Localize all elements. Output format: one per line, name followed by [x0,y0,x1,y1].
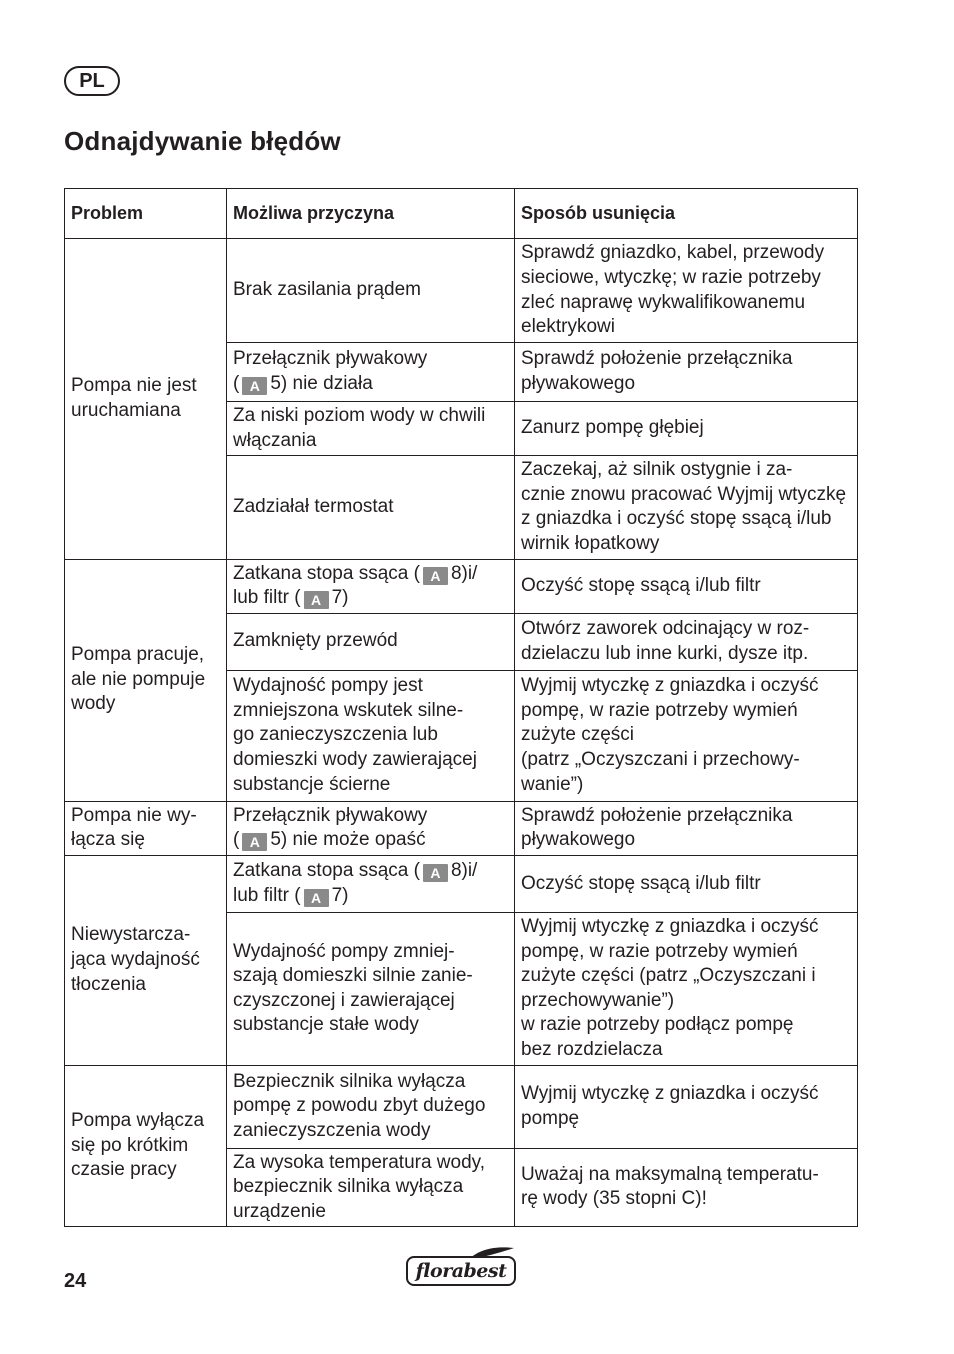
cause-cell: Wydajność pompy zmniej- szają domieszki silnie zanie- czyszczonej i zawierającej substancje stałe wody [227,912,515,1065]
table-row [65,855,858,912]
cell-text: 8)i/ lub filtr ( [233,562,478,609]
cause-cell [227,801,515,855]
remedy-cell: Wyjmij wtyczkę z gniazdka i oczyść pompę, w razie potrzeby wymień zużyte części (patrz „Oczyszczani i przechowywanie”) w razie potrzeby podłącz pompę bez rozdzielacza [515,912,858,1065]
cell-text: 5) nie może opaść [270,829,426,851]
language-badge: PL [64,66,120,96]
cause-cell [227,855,515,912]
cause-cell: Wydajność pompy jest zmniejszona wskutek silne- go zanieczyszczenia lub domieszki wody zawierającej substancje ścierne [227,670,515,801]
cause-cell: Bezpiecznik silnika wyłącza pompę z powodu zbyt dużego zanieczyszczenia wody [227,1065,515,1148]
figure-ref-badge: A [423,567,448,585]
table-row [65,239,858,343]
remedy-cell: Sprawdź gniazdko, kabel, przewody sieciowe, wtyczkę; w razie potrzeby zleć naprawę wykwalifikowanemu elektrykowi [515,239,858,343]
remedy-cell: Otwórz zaworek odcinający w roz- dzielaczu lub inne kurki, dysze itp. [515,613,858,670]
table-row [65,1065,858,1148]
column-header-problem: Problem [65,189,227,239]
cause-cell [227,559,515,613]
cell-text: Przełącznik pływakowy ( [233,804,428,851]
figure-ref-badge: A [304,591,329,609]
remedy-cell: Oczyść stopę ssącą i/lub filtr [515,559,858,613]
cause-cell: Brak zasilania prądem [227,239,515,343]
table-body [65,239,858,1227]
column-header-remedy: Sposób usunięcia [515,189,858,239]
cause-cell: Za niski poziom wody w chwili włączania [227,402,515,456]
cell-text: 7) [331,587,349,609]
table-row [65,559,858,613]
florabest-logo [406,1246,518,1288]
remedy-cell: Oczyść stopę ssącą i/lub filtr [515,855,858,912]
remedy-cell: Sprawdź położenie przełącznika pływakowego [515,343,858,402]
cause-cell: Zadziałał termostat [227,456,515,559]
cell-text: 5) nie działa [270,373,373,394]
logo-text: florabest [415,1260,507,1282]
figure-ref-badge: A [423,864,448,882]
problem-cell: Niewystarcza- jąca wydajność tłoczenia [65,855,227,1065]
cause-cell: Zamknięty przewód [227,613,515,670]
page-number: 24 [64,1270,87,1292]
table-row [65,801,858,855]
cause-cell [227,343,515,402]
remedy-cell: Zanurz pompę głębiej [515,402,858,456]
problem-cell: Pompa nie wy- łącza się [65,801,227,855]
cell-text: Przełącznik pływakowy ( [233,348,428,394]
cell-text: 7) [331,884,349,906]
cell-text: Zatkana stopa ssąca ( [233,860,420,882]
problem-cell: Pompa nie jest uruchamiana [65,239,227,560]
problem-cell: Pompa wyłącza się po krótkim czasie pracy [65,1065,227,1227]
remedy-cell: Wyjmij wtyczkę z gniazdka i oczyść pompę, w razie potrzeby wymień zużyte części (patrz „Oczyszczani i przechowy- wanie”) [515,670,858,801]
remedy-cell: Wyjmij wtyczkę z gniazdka i oczyść pompę [515,1065,858,1148]
column-header-cause: Możliwa przyczyna [227,189,515,239]
table-header-row [65,189,858,239]
problem-cell: Pompa pracuje, ale nie pompuje wody [65,559,227,801]
remedy-cell: Uważaj na maksymalną temperatu- rę wody (35 stopni C)! [515,1148,858,1227]
figure-ref-badge: A [242,377,267,395]
cell-text: Zatkana stopa ssąca ( [233,562,420,584]
troubleshooting-table [64,188,858,1227]
cell-text: 8)i/ lub filtr ( [233,860,478,906]
logo-frame [406,1256,516,1286]
figure-ref-badge: A [242,833,267,851]
figure-ref-badge: A [304,889,329,907]
cause-cell: Za wysoka temperatura wody, bezpiecznik silnika wyłącza urządzenie [227,1148,515,1227]
remedy-cell: Zaczekaj, aż silnik ostygnie i za- cznie znowu pracować Wyjmij wtyczkę z gniazdka i oczyść stopę ssącą i/lub wirnik łopatkowy [515,456,858,559]
page-title: Odnajdywanie błędów [64,126,341,156]
remedy-cell: Sprawdź położenie przełącznika pływakowego [515,801,858,855]
